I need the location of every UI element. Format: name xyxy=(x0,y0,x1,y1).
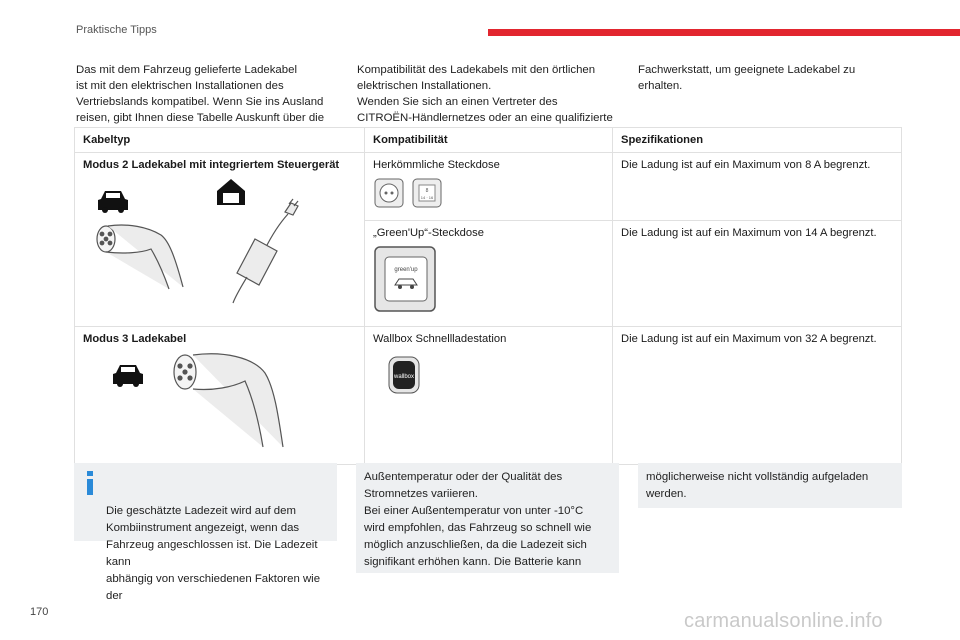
header-specification: Spezifikationen xyxy=(613,128,902,153)
info-note-3: möglicherweise nicht vollständig aufgeladen werden. xyxy=(638,463,902,508)
mode2-cable-label: Modus 2 Ladekabel mit integriertem Steuergerät xyxy=(83,159,340,171)
cell-household-socket xyxy=(365,153,613,221)
greenup-socket-label: „Green'Up“-Steckdose xyxy=(373,227,484,239)
vehicle-connector-icon xyxy=(97,225,183,289)
household-socket-illustration xyxy=(373,177,453,211)
section-title: Praktische Tipps xyxy=(76,24,157,36)
header-accent-bar xyxy=(488,29,960,36)
mode3-cable-label: Modus 3 Ladekabel xyxy=(83,333,187,345)
greenup-socket-icon xyxy=(375,247,435,311)
wallbox-label: Wallbox Schnellladestation xyxy=(373,333,507,345)
socket-icon xyxy=(375,179,403,207)
greenup-socket-illustration xyxy=(373,245,443,317)
household-socket-label: Herkömmliche Steckdose xyxy=(373,159,500,171)
intro-column-2: Kompatibilität des Ladekabels mit den örtlichen elektrischen Installationen. Wenden Sie sich an einen Vertreter des CITROËN-Händlernetzes oder an eine qualifizierte xyxy=(357,64,613,124)
cell-mode2-cable xyxy=(75,153,365,327)
header-cable-type: Kabeltyp xyxy=(75,128,365,153)
mode3-cable-illustration xyxy=(83,351,353,451)
wallbox-icon xyxy=(389,357,419,393)
intro-column-1: Das mit dem Fahrzeug gelieferte Ladekabel ist mit den elektrischen Installationen des Vertriebslands kompatibel. Wenn Sie ins Ausland reisen, gibt Ihnen diese Tabelle Auskunft über die xyxy=(76,64,325,124)
wallbox-brand-text: wallbox xyxy=(393,374,415,380)
info-note-1 xyxy=(74,463,337,602)
car-icon xyxy=(113,365,143,387)
greenup-brand-text: green'up xyxy=(394,267,418,273)
cell-greenup-socket xyxy=(365,221,613,327)
spec-greenup-socket: Die Ladung ist auf ein Maximum von 14 A begrenzt. xyxy=(613,221,902,327)
cell-mode3-cable xyxy=(75,327,365,465)
intro-column-3: Fachwerkstatt, um geeignete Ladekabel zu erhalten. xyxy=(638,64,856,92)
svg-text:8: 8 xyxy=(425,188,429,194)
house-icon xyxy=(217,179,245,205)
cable-spec-table xyxy=(74,127,902,465)
cell-wallbox xyxy=(365,327,613,465)
table-row xyxy=(75,153,902,221)
svg-text:14 · 16: 14 · 16 xyxy=(420,195,434,200)
table-header-row xyxy=(75,128,902,153)
info-note-2: Außentemperatur oder der Qualität des Stromnetzes variieren. Bei einer Außentemperatur von unter -10°C wird empfohlen, das Fahrzeug so schnell wie möglich anzuschließen, da die Ladezeit sich signifikant erhöhen kann. Die Batterie kann xyxy=(356,463,619,573)
spec-wallbox: Die Ladung ist auf ein Maximum von 32 A begrenzt. xyxy=(613,327,902,465)
car-icon xyxy=(98,191,128,213)
page-number: 170 xyxy=(30,606,49,618)
control-box-cable-icon xyxy=(233,199,298,303)
spec-household-socket: Die Ladung ist auf ein Maximum von 8 A begrenzt. xyxy=(613,153,902,221)
table-row xyxy=(75,327,902,465)
wallbox-illustration xyxy=(373,351,433,399)
type2-connector-icon xyxy=(174,354,283,447)
header-compatibility: Kompatibilität xyxy=(365,128,613,153)
info-icon xyxy=(87,471,93,495)
fuse-switch-icon xyxy=(413,179,441,207)
mode2-cable-illustration xyxy=(83,177,353,307)
watermark: carmanualsonline.info xyxy=(684,610,883,632)
info-note-1-text: Die geschätzte Ladezeit wird auf dem Kombiinstrument angezeigt, wenn das Fahrzeug angeschlossen ist. Die Ladezeit kann abhängig von verschiedenen Faktoren wie der xyxy=(106,505,321,602)
